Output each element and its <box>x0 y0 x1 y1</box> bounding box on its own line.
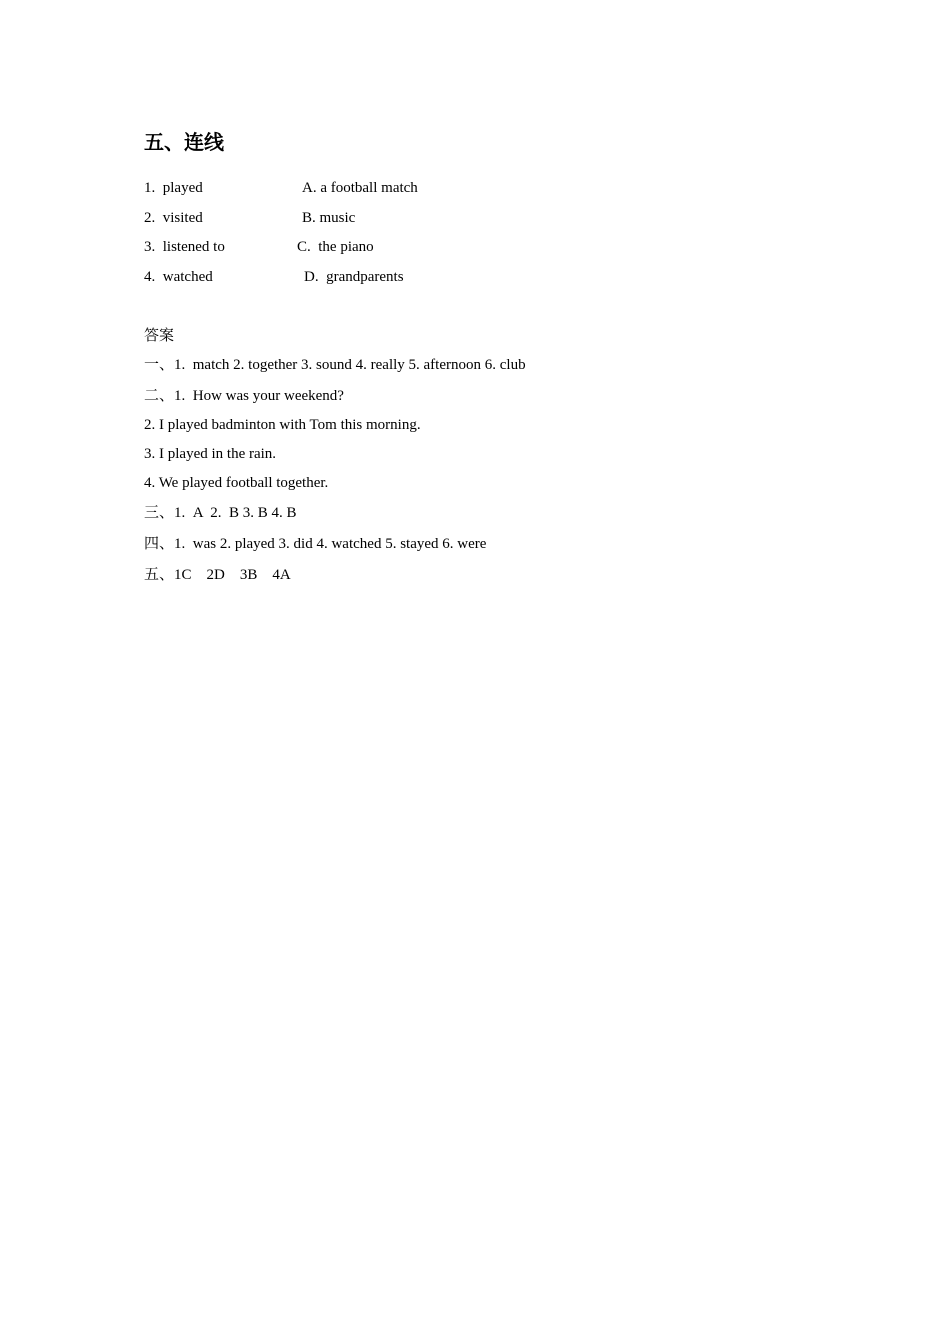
matching-row-2 <box>144 207 644 229</box>
matching-left-item: 2. visited <box>144 210 203 226</box>
answer-line-6: 三、1. A 2. B 3. B 4. B <box>144 505 297 521</box>
answer-line-7: 四、1. was 2. played 3. did 4. watched 5. stayed 6. were <box>144 536 487 552</box>
matching-right-item: A. a football match <box>302 180 418 196</box>
matching-row-1 <box>144 177 644 199</box>
section-title: 五、连线 <box>144 130 224 154</box>
matching-row-3 <box>144 236 644 258</box>
matching-right-item: B. music <box>302 210 356 226</box>
matching-left-item: 1. played <box>144 180 203 196</box>
matching-right-item: D. grandparents <box>304 269 404 285</box>
answer-line-3: 2. I played badminton with Tom this morning. <box>144 417 421 433</box>
answer-line-8: 五、1C 2D 3B 4A <box>144 567 291 583</box>
matching-left-item: 3. listened to <box>144 239 225 255</box>
matching-row-4 <box>144 266 644 288</box>
matching-right-item: C. the piano <box>297 239 374 255</box>
answer-line-1: 一、1. match 2. together 3. sound 4. really 5. afternoon 6. club <box>144 357 526 373</box>
answer-line-4: 3. I played in the rain. <box>144 446 277 462</box>
answers-heading: 答案 <box>144 326 175 344</box>
answer-line-2: 二、1. How was your weekend? <box>144 388 344 404</box>
matching-left-item: 4. watched <box>144 269 213 285</box>
answer-line-5: 4. We played football together. <box>144 475 329 491</box>
